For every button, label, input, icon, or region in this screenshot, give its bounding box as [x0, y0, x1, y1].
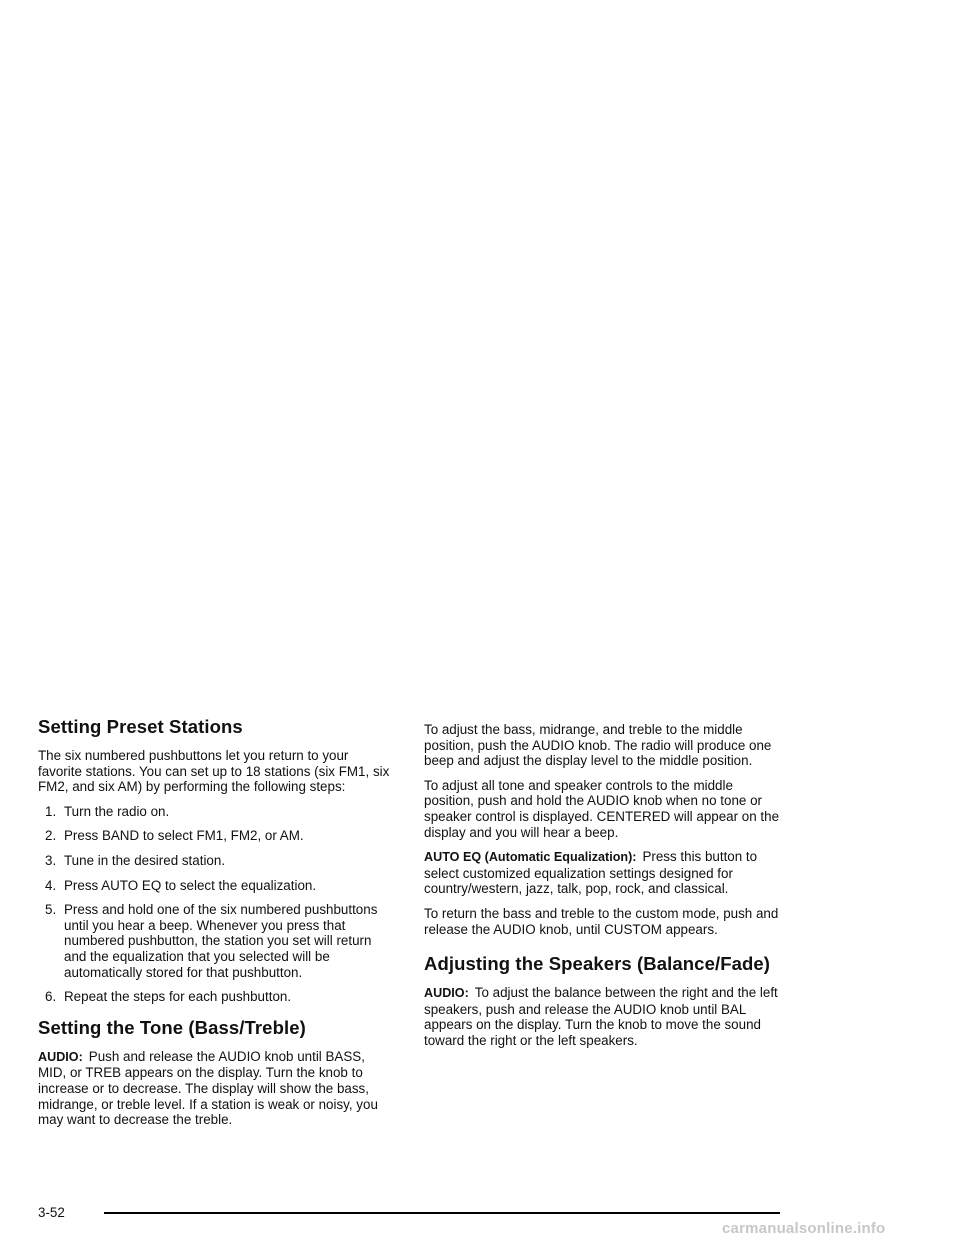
step-number: 4.: [45, 877, 57, 893]
step-text: Tune in the desired station.: [64, 852, 226, 868]
autoeq-paragraph: [424, 849, 782, 897]
right-column: [424, 722, 782, 1058]
tone-text: Push and release the AUDIO knob until BASS, MID, or TREB appears on the display. Turn the knob to increase or to decrease. The display will show the bass, midrange, or treble level. If a station is weak or noisy, you may want to decrease the treble.: [38, 1048, 378, 1128]
step-text: Press AUTO EQ to select the equalization.: [64, 877, 317, 893]
step-text: Press and hold one of the six numbered pushbuttons until you hear a beep. Whenever you press that numbered pushbutton, the station you set will return and the equalization that you selected will be automatically stored for that pushbutton.: [64, 902, 378, 980]
preset-steps-list: [38, 804, 396, 1005]
speakers-lead-label: AUDIO:: [424, 986, 469, 1001]
list-item: [38, 878, 396, 894]
autoeq-lead-label: AUTO EQ (Automatic Equalization):: [424, 850, 637, 865]
step-text: Turn the radio on.: [64, 803, 170, 819]
step-text: Press BAND to select FM1, FM2, or AM.: [64, 828, 304, 844]
speakers-heading: Adjusting the Speakers (Balance/Fade): [424, 953, 771, 975]
list-item: [38, 902, 396, 980]
watermark-text: carmanualsonline.info: [722, 1220, 886, 1237]
tone-paragraph: [38, 1049, 396, 1128]
step-number: 6.: [45, 989, 57, 1005]
list-item: [38, 989, 396, 1005]
center-all-paragraph: To adjust all tone and speaker controls to the middle position, push and hold the AUDIO knob when no tone or speaker control is displayed. CENTERED will appear on the display and you will hear a beep.: [424, 777, 780, 840]
step-number: 1.: [45, 803, 57, 819]
list-item: [38, 853, 396, 869]
tone-heading: Setting the Tone (Bass/Treble): [38, 1016, 306, 1038]
speakers-paragraph: [424, 985, 782, 1048]
step-number: 5.: [45, 902, 57, 918]
page-number: 3-52: [38, 1205, 65, 1220]
speakers-text: To adjust the balance between the right and the left speakers, push and release the AUDIO knob until BAL appears on the display. Turn the knob to move the sound toward the right or the left speakers.: [424, 985, 778, 1048]
custom-mode-paragraph: To return the bass and treble to the custom mode, push and release the AUDIO knob, until CUSTOM appears.: [424, 905, 779, 937]
footer-divider: [104, 1212, 780, 1214]
autoeq-text: Press this button to select customized equalization settings designed for country/western, jazz, talk, pop, rock, and classical.: [424, 849, 758, 897]
step-number: 2.: [45, 828, 57, 844]
step-text: Repeat the steps for each pushbutton.: [64, 989, 292, 1005]
center-tone-paragraph: To adjust the bass, midrange, and treble to the middle position, push the AUDIO knob. The radio will produce one beep and adjust the display level to the middle position.: [424, 722, 772, 769]
list-item: [38, 828, 396, 844]
tone-lead-label: AUDIO:: [38, 1049, 83, 1064]
preset-intro: The six numbered pushbuttons let you return to your favorite stations. You can set up to 18 stations (six FM1, six FM2, and six AM) by performing the following steps:: [38, 748, 390, 795]
list-item: [38, 804, 396, 820]
preset-heading: Setting Preset Stations: [38, 716, 243, 737]
step-number: 3.: [45, 852, 57, 868]
left-column: [38, 716, 396, 1137]
